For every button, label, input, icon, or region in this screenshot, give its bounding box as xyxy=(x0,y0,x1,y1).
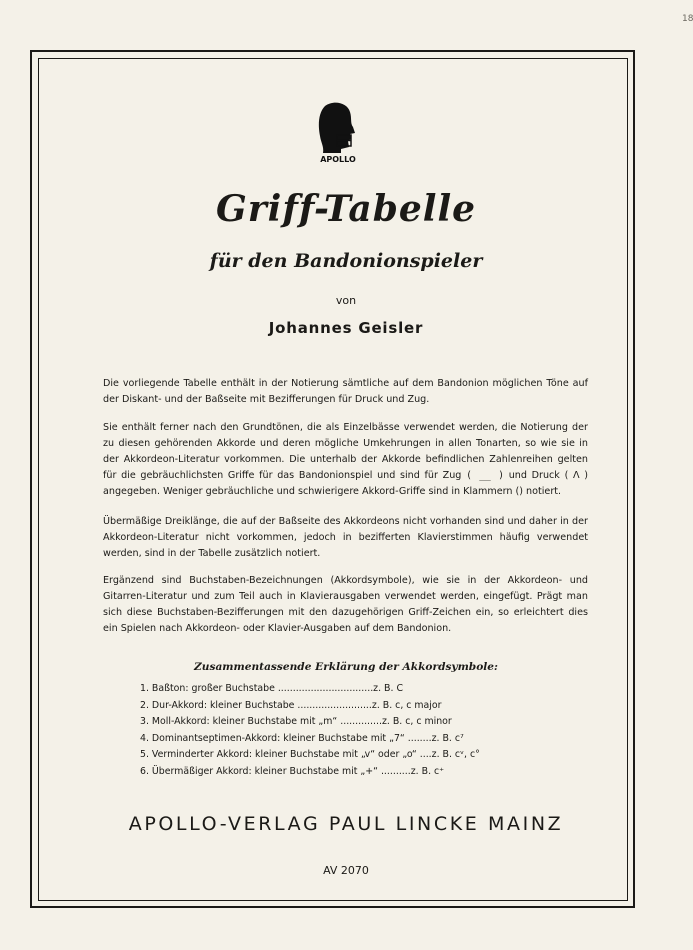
chord-symbols-paragraph: Ergänzend sind Buchstaben-Bezeichnungen (Akkordsymbole), wie sie in der Akkordeon- und Gitarren-Literatur und zum Teil auch in Klavierausgaben verwendet werden, eingefügt. Prägt man sich diese Buchstaben-Bezifferungen mit den dazugehörigen Griff-Zeichen ein, so erleichtert dies ein Spielen nach Akkordeon- oder Klavier-Ausgaben auf dem Bandonion. xyxy=(103,575,588,634)
paragraph-text: angegeben. Weniger gebräuchliche und schwierigere Akkord-Griffe sind in Klammern () notiert. xyxy=(103,486,562,497)
page-corner-mark: 18 xyxy=(682,14,693,24)
document-title: Griff-Tabelle xyxy=(215,188,477,230)
list-item: 1. Baßton: großer Buchstabe ................................z. B. C xyxy=(140,683,403,694)
paragraph-text: und Druck xyxy=(508,470,560,481)
apollo-logo xyxy=(311,100,363,164)
druck-symbol: ( Λ ) xyxy=(564,470,588,481)
author-name: Johannes Geisler xyxy=(268,319,424,337)
intro-paragraph: Die vorliegende Tabelle enthält in der Notierung sämtliche auf dem Bandonion möglichen Töne auf der Diskant- und der Baßseite mit Bezifferungen für Druck und Zug. xyxy=(103,378,588,405)
list-item: 6. Übermäßiger Akkord: kleiner Buchstabe mit „+“ ..........z. B. c⁺ xyxy=(140,765,445,777)
zug-symbol: ( __ ) xyxy=(466,470,504,481)
list-item: 5. Verminderter Akkord: kleiner Buchstabe mit „v“ oder „o“ ....z. B. cᵛ, c° xyxy=(140,749,480,760)
list-item: 2. Dur-Akkord: kleiner Buchstabe .........................z. B. c, c major xyxy=(140,699,442,711)
catalog-number: AV 2070 xyxy=(323,864,369,877)
publisher-line: APOLLO-VERLAG PAUL LINCKE MAINZ xyxy=(128,813,564,835)
list-item: 3. Moll-Akkord: kleiner Buchstabe mit „m“ ..............z. B. c, c minor xyxy=(140,716,452,727)
byline: von xyxy=(335,294,357,307)
list-item: 4. Dominantseptimen-Akkord: kleiner Buchstabe mit „7“ ........z. B. c⁷ xyxy=(140,732,464,744)
chord-notation-paragraph xyxy=(103,420,588,500)
augmented-triads-paragraph: Übermäßige Dreiklänge, die auf der Baßseite des Akkordeons nicht vorhanden sind und daher in der Akkordeon-Literatur nicht vorkommen, jedoch in bezifferten Klavierstimmen häufig verwendet werden, sind in der Tabelle zusätzlich notiert. xyxy=(103,516,588,559)
document-subtitle: für den Bandonionspieler xyxy=(209,250,483,272)
chord-symbol-list xyxy=(140,681,560,780)
paragraph-text: Sie enthält ferner nach den Grundtönen, die als Einzelbässe verwendet werden, die Notierung der zu diesen gehörenden Akkorde und deren mögliche Umkehrungen in allen Tonarten, so wie sie in der Akkordeon-Literatur vorkommen. Die unterhalb der Akkorde befindlichen Zahlenreihen gelten für die gebräuchlichsten Griffe für das Bandonionspiel und sind für Zug xyxy=(103,422,588,481)
logo-label: APOLLO xyxy=(320,155,356,164)
summary-title: Zusammentassende Erklärung der Akkordsymbole: xyxy=(194,661,498,673)
